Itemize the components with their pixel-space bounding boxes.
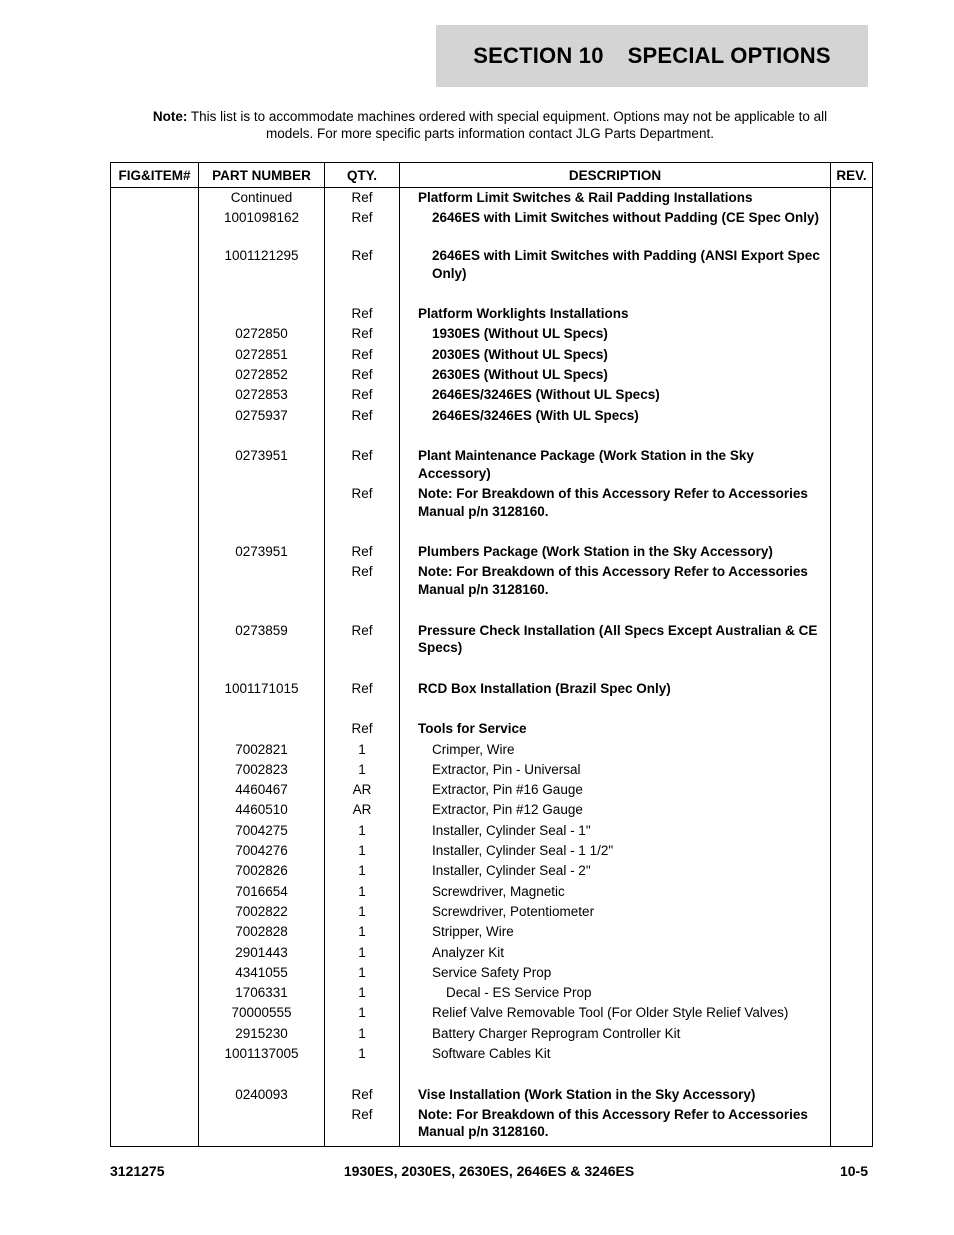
description-cell: 2646ES/3246ES (Without UL Specs): [432, 387, 660, 403]
qty-cell: AR: [352, 782, 372, 798]
spacer-cell: [199, 485, 324, 523]
column-header-part-number: PART NUMBER: [199, 163, 325, 188]
spacer-cell: [199, 563, 324, 601]
qty-cell: Ref: [351, 248, 373, 264]
qty-cell: 1: [358, 843, 366, 859]
qty-cell: 1: [358, 924, 366, 940]
part-number-cell: 4341055: [235, 964, 288, 980]
description-cell: Installer, Cylinder Seal - 1 1/2": [432, 843, 614, 859]
qty-cell: Ref: [351, 1106, 373, 1122]
spacer-cell: [400, 700, 830, 720]
part-number-cell: 0272851: [235, 346, 288, 362]
qty-cell: 1: [358, 1005, 366, 1021]
description-cell: Tools for Service: [418, 721, 527, 737]
qty-cell: 1: [358, 741, 366, 757]
spacer-cell: [199, 720, 324, 740]
description-cell: Software Cables Kit: [432, 1045, 551, 1061]
description-cell: Note: For Breakdown of this Accessory Refer to Accessories Manual p/n 3128160.: [418, 564, 808, 597]
part-number-cell: 7004276: [235, 843, 288, 859]
spacer-cell: [325, 427, 399, 447]
spacer-cell: [400, 523, 830, 543]
part-number-cell: 0240093: [235, 1086, 288, 1102]
spacer-cell: [199, 601, 324, 621]
description-cell: Decal - ES Service Prop: [446, 985, 592, 1001]
qty-cell: 1: [358, 761, 366, 777]
part-number-cell: 0273951: [235, 448, 288, 464]
description-cell: Platform Worklights Installations: [418, 306, 629, 322]
qty-cell: 1: [358, 1045, 366, 1061]
part-number-cell: 0273951: [235, 544, 288, 560]
description-cell: Extractor, Pin #12 Gauge: [432, 802, 583, 818]
part-number-cell: 1001137005: [224, 1045, 299, 1061]
spacer-cell: [400, 601, 830, 621]
footer-page-number: 10-5: [839, 1163, 868, 1179]
spacer-cell: [199, 427, 324, 447]
description-cell: 2630ES (Without UL Specs): [432, 367, 608, 383]
qty-cell: AR: [352, 802, 372, 818]
qty-cell: Ref: [351, 680, 373, 696]
column-header-qty: QTY.: [325, 163, 400, 188]
spacer-cell: [325, 601, 399, 621]
qty-cell: Ref: [351, 190, 373, 205]
qty-cell: Ref: [351, 622, 373, 638]
part-number-cell: 7002823: [235, 761, 288, 777]
description-cell: Screwdriver, Magnetic: [432, 883, 565, 899]
qty-cell: Ref: [351, 210, 373, 226]
part-number-cell: 7002828: [235, 924, 288, 940]
spacer-cell: [400, 659, 830, 679]
qty-cell: Ref: [351, 407, 373, 423]
part-number-cell: Continued: [230, 190, 293, 205]
description-cell: Battery Charger Reprogram Controller Kit: [432, 1025, 681, 1041]
description-cell: 2646ES/3246ES (With UL Specs): [432, 407, 639, 423]
column-header-description: DESCRIPTION: [400, 163, 831, 188]
description-cell: Installer, Cylinder Seal - 2": [432, 863, 591, 879]
description-cell: 2646ES with Limit Switches with Padding (ANSI Export Spec Only): [432, 248, 820, 281]
description-cell: Note: For Breakdown of this Accessory Refer to Accessories Manual p/n 3128160.: [418, 486, 808, 519]
spacer-cell: [325, 285, 399, 305]
qty-cell: Ref: [351, 326, 373, 342]
part-number-cell: 7002822: [235, 903, 288, 919]
spacer-cell: [400, 427, 830, 447]
description-cell: Crimper, Wire: [432, 741, 515, 757]
part-number-cell: 7004275: [235, 822, 288, 838]
column-header-fig-item: FIG&ITEM#: [111, 163, 199, 188]
part-number-cell: 0275937: [235, 407, 288, 423]
qty-cell: 1: [358, 985, 366, 1001]
qty-cell: 1: [358, 883, 366, 899]
part-number-cell: 0272852: [235, 367, 288, 383]
spacer-cell: [199, 1106, 324, 1144]
description-cell: Pressure Check Installation (All Specs Except Australian & CE Specs): [418, 622, 818, 656]
qty-cell: Ref: [351, 486, 373, 502]
part-number-cell: 2901443: [235, 944, 288, 960]
qty-cell: 1: [358, 1025, 366, 1041]
spacer-cell: [325, 1065, 399, 1085]
qty-cell: Ref: [351, 367, 373, 383]
part-number-cell: 70000555: [231, 1005, 292, 1021]
qty-cell: 1: [358, 903, 366, 919]
spacer-cell: [400, 285, 830, 305]
note-text: This list is to accommodate machines ordered with special equipment. Options may not be applicable to all models. For more specific parts information contact JLG Parts Department.: [187, 109, 828, 141]
part-number-cell: 1001171015: [224, 680, 299, 696]
description-cell: Stripper, Wire: [432, 924, 514, 940]
description-cell: Analyzer Kit: [432, 944, 505, 960]
spacer-cell: [199, 285, 324, 305]
description-cell: Extractor, Pin #16 Gauge: [432, 782, 583, 798]
description-cell: RCD Box Installation (Brazil Spec Only): [418, 680, 671, 696]
table-body-row: [111, 188, 873, 1147]
qty-cell: Ref: [351, 564, 373, 580]
intro-note: [150, 108, 830, 142]
description-cell: Service Safety Prop: [432, 964, 552, 980]
part-number-cell: 7002826: [235, 863, 288, 879]
parts-table: [110, 162, 873, 1147]
qty-cell: 1: [358, 944, 366, 960]
footer-models: 1930ES, 2030ES, 2630ES, 2646ES & 3246ES: [343, 1163, 635, 1179]
qty-cell: Ref: [351, 306, 373, 322]
part-number-cell: 0272853: [235, 387, 288, 403]
spacer-cell: [400, 1065, 830, 1085]
description-cell: Platform Limit Switches & Rail Padding Installations: [418, 190, 753, 205]
part-number-cell: 1001121295: [224, 248, 299, 264]
description-cell: Plumbers Package (Work Station in the Sky Accessory): [418, 544, 773, 560]
table-header-row: [111, 163, 873, 188]
part-number-cell: 0273859: [235, 622, 288, 638]
qty-cell: Ref: [351, 1086, 373, 1102]
qty-cell: Ref: [351, 387, 373, 403]
spacer-cell: [325, 659, 399, 679]
column-header-rev: REV.: [831, 163, 873, 188]
spacer-cell: [199, 700, 324, 720]
section-header: [436, 25, 868, 87]
part-number-cell: 2915230: [235, 1025, 288, 1041]
description-cell: 1930ES (Without UL Specs): [432, 326, 608, 342]
description-cell: Installer, Cylinder Seal - 1": [432, 822, 591, 838]
description-cell: Plant Maintenance Package (Work Station in the Sky Accessory): [418, 448, 754, 481]
description-cell: 2030ES (Without UL Specs): [432, 346, 608, 362]
part-number-cell: 7016654: [235, 883, 288, 899]
spacer-cell: [199, 659, 324, 679]
description-cell: Vise Installation (Work Station in the Sky Accessory): [418, 1086, 756, 1102]
spacer-cell: [325, 523, 399, 543]
part-number-cell: 1706331: [235, 985, 288, 1001]
qty-cell: 1: [358, 964, 366, 980]
part-number-cell: 1001098162: [223, 210, 300, 226]
part-number-column: [199, 188, 325, 1147]
footer-doc-number: 3121275: [110, 1163, 165, 1179]
qty-cell: 1: [358, 863, 366, 879]
spacer-cell: [199, 305, 324, 325]
part-number-cell: 0272850: [235, 326, 288, 342]
section-title: SPECIAL OPTIONS: [627, 43, 831, 68]
description-column: [400, 188, 831, 1147]
qty-cell: Ref: [351, 448, 373, 464]
part-number-cell: 4460467: [235, 782, 288, 798]
description-cell: Screwdriver, Potentiometer: [432, 903, 595, 919]
description-cell: Relief Valve Removable Tool (For Older Style Relief Valves): [432, 1005, 789, 1021]
spacer-cell: [325, 700, 399, 720]
qty-column: [325, 188, 400, 1147]
part-number-cell: 7002821: [235, 741, 288, 757]
spacer-cell: [199, 1065, 324, 1085]
qty-cell: Ref: [351, 346, 373, 362]
spacer-cell: [199, 523, 324, 543]
qty-cell: Ref: [351, 544, 373, 560]
rev-column: [831, 188, 873, 1147]
note-label: Note:: [152, 109, 188, 124]
fig-item-column: [111, 188, 199, 1147]
description-cell: Note: For Breakdown of this Accessory Refer to Accessories Manual p/n 3128160.: [418, 1106, 808, 1140]
description-cell: Extractor, Pin - Universal: [432, 761, 581, 777]
part-number-cell: 4460510: [235, 802, 288, 818]
page-footer: [110, 1163, 868, 1183]
qty-cell: 1: [358, 822, 366, 838]
description-cell: 2646ES with Limit Switches without Padding (CE Spec Only): [432, 210, 820, 226]
section-number: SECTION 10: [473, 43, 604, 68]
qty-cell: Ref: [351, 721, 373, 737]
